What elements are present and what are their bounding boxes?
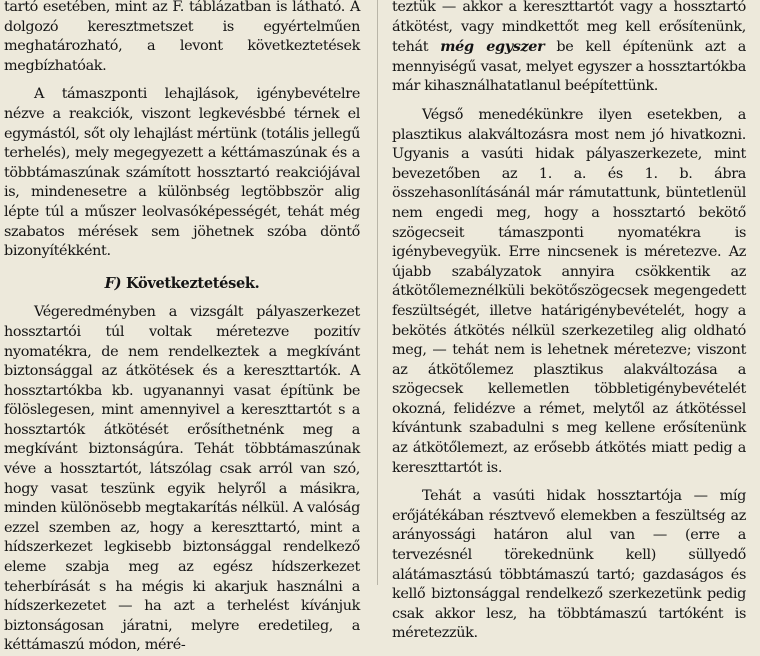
section-heading-text: Következtetések. bbox=[125, 274, 260, 292]
paragraph-continued: tartó esetében, mint az F. táblázatban is látható. A dolgozó keresztmetszet is egyértelműen meghatározható, a levont következtetések megbízhatóak. bbox=[4, 0, 360, 74]
paragraph-text-end: be kell építenünk azt a mennyiségű vasat, melyet egyszer a hossztartókba már kihasználhatatlanul beépítettünk. bbox=[392, 39, 746, 95]
section-heading-letter: F) bbox=[104, 274, 122, 292]
right-column bbox=[392, 0, 746, 644]
paragraph-support-deflections: A támaszponti lehajlások, igénybevételre nézve a reakciók, viszont legkevésbbé térnek el egymástól, sőt oly lehajlást mértünk (totális jellegű terhelés), mely megegyezett a kéttámaszúnak és a többtámaszúnak számított hossztartó reakciójával is, mindenesetre a különbség legtöbbször alig lépte túl a műszer leolvasóképességét, tehát még szabatos mérések sem jöhetnek szóba döntő bizonyítékként. bbox=[4, 86, 360, 260]
section-heading bbox=[4, 274, 360, 294]
paragraph-conclusions: Végeredményben a vizsgált pályaszerkezet hossztartói túl voltak méretezve pozitív nyomatékra, de nem rendelkeztek a megkívánt biztonsággal az átkötések és a kereszttartók. A hossztartókba kb. ugyanannyi vasat építünk be fölöslegesen, mint amennyivel a kereszttartót s a hossztartók átkötését erősíthetnénk meg a megkívánt biztonságúra. Tehát többtámaszúnak véve a hossztartót, látszólag csak arról van szó, hogy vasat teszünk egyik helyről a másikra, minden különösebb megtakarítás nélkül. A valóság ezzel szemben az, hogy a kereszttartó, mint a hídszerkezet legkisebb biztonsággal rendelkező eleme szabja meg az egész hídszerkezet teherbírását s ha mégis ki akarjuk használni a hídszerkezetet — ha azt a terhelést kívánjuk biztonságosan járatni, melyre eredetileg, a kéttámaszú módon, méré- bbox=[4, 304, 360, 654]
column-divider bbox=[377, 0, 378, 585]
left-column bbox=[4, 0, 360, 656]
paragraph-continued-right bbox=[392, 0, 746, 97]
paragraph-final-conclusion: Tehát a vasúti hidak hossztartója — míg erőjátékában résztvevő elemekben a feszültség az arányossági határon alul van — (erre a tervezésnél törekednünk kell) süllyedő alátámasztású többtámaszú tartó; gazdaságos és kellő biztonsággal rendelkező szerkezetünk pedig csak akkor lesz, ha többtámaszú tartóként is méretezzük. bbox=[392, 488, 746, 642]
paragraph-plastic-deformation: Végső menedékünkre ilyen esetekben, a plasztikus alakváltozásra most nem jó hivatkozni. Ugyanis a vasúti hidak pályaszerkezete, mint bevezetőben az 1. a. és 1. b. ábra összehasonlításánál már rámutattunk, büntetlenül nem engedi meg, hogy a hossztartó bekötő szögecseit támaszponti nyomatékra is igénybevegyük. Erre nincsenek is méretezve. Az újabb szabályzatok annyira csökkentik az átkötőlemeznélküli bekötőszögecsek megengedett feszültségét, illetve határigénybevételét, hogy a bekötés átkötés nélkül szerkezetileg alig oldható meg, — tehát nem is lehetnek méretezve; viszont az átkötőlemez plasztikus alakváltozása a szögecsek kellemetlen többletigénybevételét okozná, felidézve a rémet, melytől az átkötéssel kívántunk szabadulni s meg kellene erősítenünk az átkötőlemezt, az erősebb átkötés miatt pedig a kereszttartót is. bbox=[392, 106, 746, 476]
emphasized-phrase: még egyszer bbox=[440, 38, 545, 56]
paragraph-text-start: teztük — akkor a kereszttartót vagy a hossztartó átkötést, vagy mindkettőt meg kell erősítenünk, tehát bbox=[392, 0, 746, 56]
